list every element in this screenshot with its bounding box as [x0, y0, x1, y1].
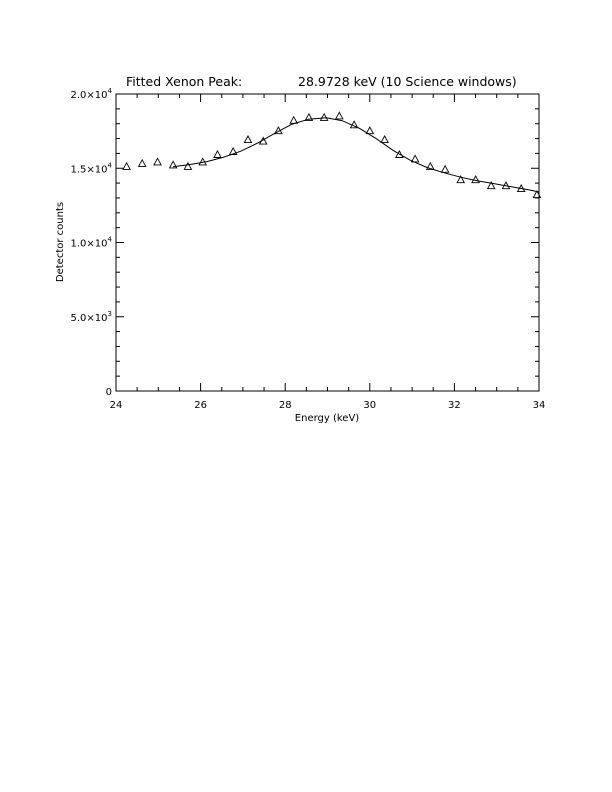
x-tick-label: 32	[448, 400, 461, 411]
x-tick-label: 34	[532, 400, 546, 411]
y-tick-label: 0	[105, 387, 112, 398]
x-tick-label: 24	[109, 400, 123, 411]
data-point-triangle	[139, 160, 146, 167]
data-point-triangle	[214, 151, 221, 158]
data-point-triangle	[442, 166, 449, 173]
y-tick-label: $1.0\times 10^4$	[70, 235, 112, 250]
y-tick-label: $1.5\times 10^4$	[70, 161, 112, 176]
x-tick-label: 30	[363, 400, 377, 411]
data-point-triangle	[381, 136, 388, 143]
y-tick-label: $5.0\times 10^3$	[70, 309, 112, 324]
x-tick-labels	[110, 400, 546, 411]
x-tick-label: 28	[278, 400, 292, 411]
data-point-triangle	[184, 163, 191, 170]
data-point-triangle	[154, 158, 161, 165]
y-tick-label: $2.0\times 10^4$	[70, 87, 112, 101]
data-point-triangle	[290, 117, 297, 124]
data-point-triangle	[123, 163, 130, 170]
x-tick-label: 26	[194, 400, 207, 411]
fit-curve	[173, 118, 539, 192]
data-point-triangle	[321, 114, 328, 121]
y-tick-labels	[71, 87, 113, 398]
plot-frame	[116, 94, 539, 391]
y-axis-label: Detector counts	[55, 201, 66, 283]
chart-title-left: Fitted Xenon Peak:	[126, 74, 243, 89]
data-points	[123, 112, 541, 197]
data-point-triangle	[336, 112, 343, 119]
data-point-triangle	[244, 136, 251, 143]
axis-ticks	[116, 94, 539, 391]
x-axis-label: Energy (keV)	[294, 413, 360, 424]
chart-title-right: 28.9728 keV (10 Science windows)	[298, 74, 517, 89]
